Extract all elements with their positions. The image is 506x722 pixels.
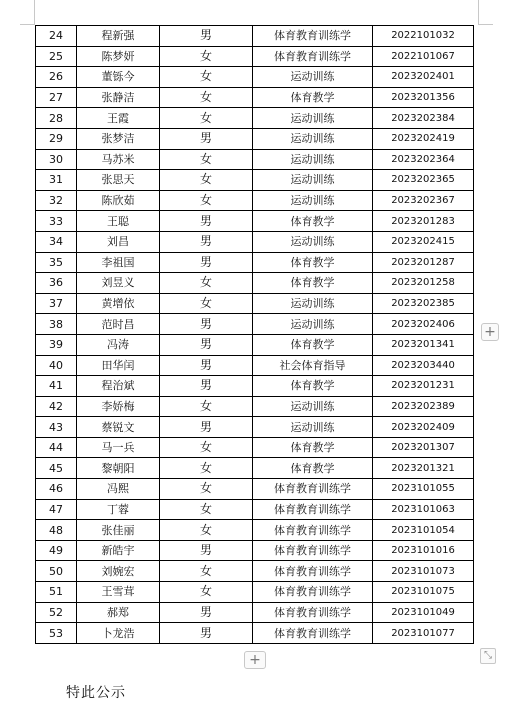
- name-cell: 李祖国: [77, 252, 160, 273]
- table-row: [36, 149, 474, 170]
- row-number-cell: 37: [36, 293, 77, 314]
- row-number-cell: 28: [36, 108, 77, 129]
- gender-cell: 女: [160, 437, 253, 458]
- table-row: [36, 376, 474, 397]
- major-cell: 运动训练: [253, 67, 373, 88]
- student-id-cell: 2023202415: [373, 231, 474, 252]
- gender-cell: 女: [160, 582, 253, 603]
- gender-cell: 女: [160, 479, 253, 500]
- major-cell: 体育教育训练学: [253, 26, 373, 47]
- name-cell: 冯涛: [77, 334, 160, 355]
- table-row: [36, 396, 474, 417]
- row-number-cell: 36: [36, 273, 77, 294]
- major-cell: 运动训练: [253, 314, 373, 335]
- major-cell: 运动训练: [253, 417, 373, 438]
- student-id-cell: 2023202367: [373, 190, 474, 211]
- gender-cell: 男: [160, 314, 253, 335]
- gender-cell: 女: [160, 458, 253, 479]
- table-row: [36, 273, 474, 294]
- major-cell: 体育教育训练学: [253, 46, 373, 67]
- name-cell: 田华闰: [77, 355, 160, 376]
- student-id-cell: 2023201283: [373, 211, 474, 232]
- row-number-cell: 30: [36, 149, 77, 170]
- student-id-cell: 2023201356: [373, 87, 474, 108]
- row-number-cell: 53: [36, 623, 77, 644]
- gender-cell: 女: [160, 87, 253, 108]
- name-cell: 刘昌: [77, 231, 160, 252]
- student-id-cell: 2023202409: [373, 417, 474, 438]
- name-cell: 张思天: [77, 170, 160, 191]
- student-id-cell: 2023101077: [373, 623, 474, 644]
- major-cell: 体育教育训练学: [253, 520, 373, 541]
- student-id-cell: 2023202389: [373, 396, 474, 417]
- gender-cell: 男: [160, 623, 253, 644]
- name-cell: 刘昱义: [77, 273, 160, 294]
- major-cell: 体育教学: [253, 87, 373, 108]
- student-id-cell: 2023203440: [373, 355, 474, 376]
- row-number-cell: 33: [36, 211, 77, 232]
- major-cell: 体育教学: [253, 458, 373, 479]
- table-row: [36, 211, 474, 232]
- gender-cell: 女: [160, 396, 253, 417]
- row-number-cell: 27: [36, 87, 77, 108]
- name-cell: 陈梦妍: [77, 46, 160, 67]
- major-cell: 运动训练: [253, 128, 373, 149]
- row-number-cell: 29: [36, 128, 77, 149]
- row-number-cell: 39: [36, 334, 77, 355]
- student-id-cell: 2023201341: [373, 334, 474, 355]
- name-cell: 王聪: [77, 211, 160, 232]
- table-row: [36, 499, 474, 520]
- student-id-cell: 2023201231: [373, 376, 474, 397]
- table-row: [36, 128, 474, 149]
- major-cell: 体育教育训练学: [253, 561, 373, 582]
- gender-cell: 女: [160, 149, 253, 170]
- major-cell: 运动训练: [253, 190, 373, 211]
- gender-cell: 男: [160, 128, 253, 149]
- name-cell: 新皓宇: [77, 540, 160, 561]
- student-id-cell: 2023202419: [373, 128, 474, 149]
- major-cell: 运动训练: [253, 170, 373, 191]
- student-id-cell: 2023201321: [373, 458, 474, 479]
- announcement-footer: 特此公示: [66, 685, 126, 701]
- gender-cell: 女: [160, 273, 253, 294]
- major-cell: 运动训练: [253, 293, 373, 314]
- row-number-cell: 42: [36, 396, 77, 417]
- gender-cell: 女: [160, 520, 253, 541]
- table-row: [36, 46, 474, 67]
- student-id-cell: 2023202406: [373, 314, 474, 335]
- name-cell: 董铄今: [77, 67, 160, 88]
- row-number-cell: 41: [36, 376, 77, 397]
- major-cell: 体育教学: [253, 252, 373, 273]
- name-cell: 冯熙: [77, 479, 160, 500]
- name-cell: 马苏米: [77, 149, 160, 170]
- table-row: [36, 602, 474, 623]
- add-column-button[interactable]: +: [481, 323, 499, 341]
- table-row: [36, 417, 474, 438]
- row-number-cell: 32: [36, 190, 77, 211]
- table-row: [36, 231, 474, 252]
- major-cell: 体育教学: [253, 334, 373, 355]
- gender-cell: 男: [160, 602, 253, 623]
- major-cell: 运动训练: [253, 231, 373, 252]
- student-id-cell: 2023101016: [373, 540, 474, 561]
- student-list-table: [35, 25, 474, 644]
- row-number-cell: 47: [36, 499, 77, 520]
- major-cell: 体育教育训练学: [253, 623, 373, 644]
- row-number-cell: 25: [36, 46, 77, 67]
- name-cell: 李娇梅: [77, 396, 160, 417]
- table-row: [36, 561, 474, 582]
- student-id-cell: 2023202364: [373, 149, 474, 170]
- page-corner-mark-right: [478, 0, 493, 25]
- student-id-cell: 2023101054: [373, 520, 474, 541]
- gender-cell: 男: [160, 540, 253, 561]
- student-id-cell: 2023101063: [373, 499, 474, 520]
- gender-cell: 女: [160, 46, 253, 67]
- table-row: [36, 252, 474, 273]
- student-id-cell: 2023201307: [373, 437, 474, 458]
- gender-cell: 女: [160, 108, 253, 129]
- name-cell: 卜龙浩: [77, 623, 160, 644]
- gender-cell: 女: [160, 293, 253, 314]
- name-cell: 郝郑: [77, 602, 160, 623]
- gender-cell: 女: [160, 170, 253, 191]
- table-row: [36, 479, 474, 500]
- row-number-cell: 49: [36, 540, 77, 561]
- gender-cell: 女: [160, 561, 253, 582]
- gender-cell: 男: [160, 334, 253, 355]
- major-cell: 体育教学: [253, 211, 373, 232]
- major-cell: 体育教育训练学: [253, 499, 373, 520]
- table-row: [36, 623, 474, 644]
- row-number-cell: 31: [36, 170, 77, 191]
- row-number-cell: 46: [36, 479, 77, 500]
- name-cell: 张佳丽: [77, 520, 160, 541]
- major-cell: 体育教学: [253, 376, 373, 397]
- row-number-cell: 34: [36, 231, 77, 252]
- row-number-cell: 26: [36, 67, 77, 88]
- name-cell: 刘婉宏: [77, 561, 160, 582]
- row-number-cell: 44: [36, 437, 77, 458]
- table-row: [36, 458, 474, 479]
- row-number-cell: 43: [36, 417, 77, 438]
- row-number-cell: 45: [36, 458, 77, 479]
- row-number-cell: 35: [36, 252, 77, 273]
- student-id-cell: 2023101049: [373, 602, 474, 623]
- name-cell: 程新强: [77, 26, 160, 47]
- row-number-cell: 52: [36, 602, 77, 623]
- name-cell: 张静洁: [77, 87, 160, 108]
- name-cell: 张梦洁: [77, 128, 160, 149]
- row-number-cell: 40: [36, 355, 77, 376]
- major-cell: 运动训练: [253, 108, 373, 129]
- student-id-cell: 2023201258: [373, 273, 474, 294]
- table-row: [36, 293, 474, 314]
- table-row: [36, 334, 474, 355]
- page-corner-mark-left: [20, 0, 35, 25]
- table-row: [36, 26, 474, 47]
- row-number-cell: 51: [36, 582, 77, 603]
- gender-cell: 男: [160, 211, 253, 232]
- major-cell: 体育教育训练学: [253, 479, 373, 500]
- name-cell: 马一兵: [77, 437, 160, 458]
- row-number-cell: 38: [36, 314, 77, 335]
- gender-cell: 男: [160, 252, 253, 273]
- gender-cell: 男: [160, 26, 253, 47]
- table-row: [36, 170, 474, 191]
- name-cell: 王霞: [77, 108, 160, 129]
- name-cell: 范时昌: [77, 314, 160, 335]
- student-id-cell: 2023101075: [373, 582, 474, 603]
- add-row-button[interactable]: +: [244, 651, 266, 669]
- table-row: [36, 582, 474, 603]
- gender-cell: 男: [160, 417, 253, 438]
- major-cell: 体育教育训练学: [253, 540, 373, 561]
- name-cell: 丁蓉: [77, 499, 160, 520]
- table-row: [36, 355, 474, 376]
- gender-cell: 女: [160, 67, 253, 88]
- major-cell: 社会体育指导: [253, 355, 373, 376]
- table-row: [36, 87, 474, 108]
- table-row: [36, 67, 474, 88]
- table-row: [36, 437, 474, 458]
- gender-cell: 男: [160, 376, 253, 397]
- name-cell: 蔡锐文: [77, 417, 160, 438]
- gender-cell: 男: [160, 231, 253, 252]
- name-cell: 王雪茸: [77, 582, 160, 603]
- student-id-cell: 2023202401: [373, 67, 474, 88]
- gender-cell: 女: [160, 190, 253, 211]
- student-id-cell: 2022101032: [373, 26, 474, 47]
- row-number-cell: 24: [36, 26, 77, 47]
- table-row: [36, 520, 474, 541]
- name-cell: 陈欣茹: [77, 190, 160, 211]
- name-cell: 黄增依: [77, 293, 160, 314]
- table-row: [36, 108, 474, 129]
- major-cell: 运动训练: [253, 149, 373, 170]
- row-number-cell: 50: [36, 561, 77, 582]
- student-id-cell: 2023201287: [373, 252, 474, 273]
- major-cell: 体育教育训练学: [253, 582, 373, 603]
- major-cell: 体育教育训练学: [253, 602, 373, 623]
- student-id-cell: 2023202384: [373, 108, 474, 129]
- row-number-cell: 48: [36, 520, 77, 541]
- table-body: [36, 26, 474, 644]
- table-row: [36, 190, 474, 211]
- major-cell: 体育教学: [253, 273, 373, 294]
- name-cell: 黎朝阳: [77, 458, 160, 479]
- student-id-cell: 2022101067: [373, 46, 474, 67]
- table-row: [36, 314, 474, 335]
- major-cell: 体育教学: [253, 437, 373, 458]
- student-id-cell: 2023101055: [373, 479, 474, 500]
- name-cell: 程治斌: [77, 376, 160, 397]
- gender-cell: 女: [160, 499, 253, 520]
- gender-cell: 男: [160, 355, 253, 376]
- student-id-cell: 2023202385: [373, 293, 474, 314]
- student-id-cell: 2023202365: [373, 170, 474, 191]
- major-cell: 运动训练: [253, 396, 373, 417]
- table-row: [36, 540, 474, 561]
- student-id-cell: 2023101073: [373, 561, 474, 582]
- table-resize-handle[interactable]: ⤡: [480, 648, 496, 664]
